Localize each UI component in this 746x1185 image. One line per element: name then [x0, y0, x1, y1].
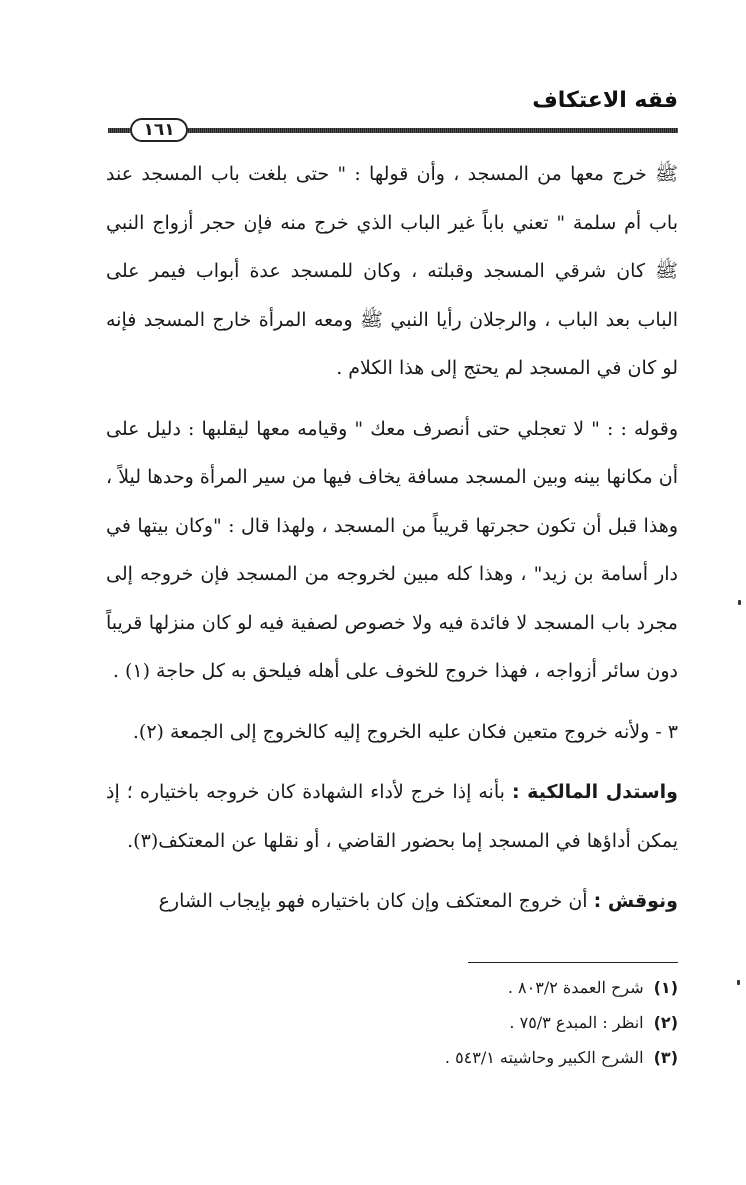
footnote-text: شرح العمدة ٨٠٣/٢ . — [507, 978, 644, 997]
footnote-3 — [118, 1040, 678, 1075]
footnote-number: (١) — [653, 978, 678, 997]
header-rule-right — [188, 128, 678, 133]
scan-speck — [738, 600, 741, 605]
paragraph-malikiyya — [106, 768, 678, 865]
paragraph-1: ﷺ خرج معها من المسجد ، وأن قولها : " حتى بلغت باب المسجد عند باب أم سلمة " تعني باباً غير الباب الذي خرج منه فإن حجر أزواج النبي ﷺ كان شرقي المسجد وقبلته ، وكان للمسجد عدة أبواب فيمر على الباب بعد الباب ، والرجلان رأيا النبي ﷺ ومعه المرأة خارج المسجد فإنه لو كان في المسجد لم يحتج إلى هذا الكلام . — [106, 163, 678, 379]
paragraph-2: وقوله : : " لا تعجلي حتى أنصرف معك " وقيامه معها ليقلبها : دليل على أن مكانها بينه وبين المسجد مسافة يخاف فيها من سير المرأة وحدها ليلاً ، وهذا قبل أن تكون حجرتها قريباً من المسجد ، ولهذا قال : "وكان بيتها في دار أسامة بن زيد" ، وهذا كله مبين لخروجه من المسجد فإن خروجه إلى مجرد باب المسجد لا فائدة فيه ولا خصوص لصفية فيه لو كان منزلها قريباً دون سائر أزواجه ، فهذا خروج للخوف على أهله فيلحق به كل حاجة (١) . — [106, 417, 678, 682]
footnote-separator — [468, 962, 678, 963]
rebuttal-text: أن خروج المعتكف وإن كان باختياره فهو بإيجاب الشارع — [158, 890, 588, 912]
footnote-text: الشرح الكبير وحاشيته ٥٤٣/١ . — [444, 1048, 644, 1067]
page-number: ١٦١ — [130, 118, 188, 142]
footnotes — [118, 970, 678, 1075]
running-header: فقه الاعتكاف — [532, 88, 678, 113]
footnote-text: انظر : المبدع ٧٥/٣ . — [509, 1013, 644, 1032]
paragraph-3: ٣ - ولأنه خروج متعين فكان عليه الخروج إليه كالخروج إلى الجمعة (٢). — [132, 720, 678, 743]
scan-speck — [737, 980, 740, 985]
paragraph-rebuttal — [106, 877, 678, 926]
malikiyya-lead: واستدل المالكية : — [511, 781, 678, 803]
footnote-number: (٣) — [653, 1048, 678, 1067]
footnote-2 — [118, 1005, 678, 1040]
header-rule — [108, 122, 678, 140]
malikiyya-text: بأنه إذا خرج لأداء الشهادة كان خروجه باختياره ؛ إذ يمكن أداؤها في المسجد إما بحضور القاضي ، أو نقلها عن المعتكف(٣). — [106, 781, 678, 852]
rebuttal-lead: ونوقش : — [593, 890, 678, 912]
footnote-1 — [118, 970, 678, 1005]
main-text — [106, 150, 678, 926]
header-rule-left — [108, 128, 130, 133]
footnote-number: (٢) — [653, 1013, 678, 1032]
